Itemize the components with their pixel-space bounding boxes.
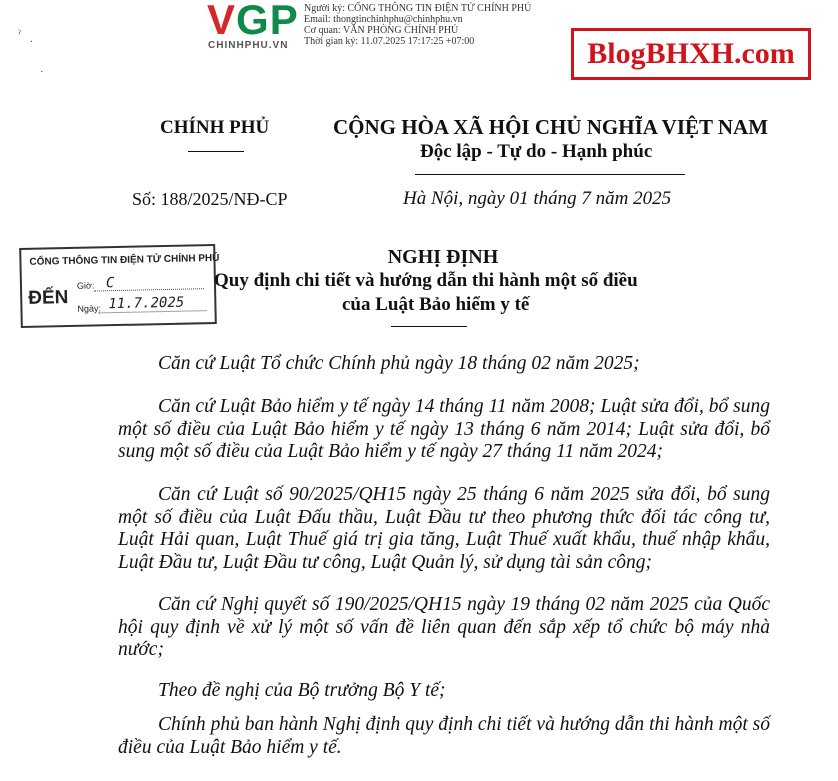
document-type: NGHỊ ĐỊNH [387,246,499,268]
stamp-den-label: ĐẾN [28,287,69,309]
vgp-logo-p: P [269,0,299,43]
preamble-text: Căn cứ Luật số 90/2025/QH15 ngày 25 tháng 6 năm 2025 sửa đổi, bổ sung một số điều của Luật Đấu thầu, Luật Đầu tư theo phương thức đối tác công tư, Luật Hải quan, Luật Thuế giá trị gia tăng, Luật Thuế xuất khẩu, thuế nhập khẩu, Luật Đầu tư, Luật Đầu tư công, Luật Quản lý, sử dụng tài sản công; [118,484,770,573]
vgp-logo-g: G [236,0,270,43]
preamble-text: Căn cứ Luật Tổ chức Chính phủ ngày 18 tháng 02 năm 2025; [158,353,640,374]
preamble-text: Theo đề nghị của Bộ trưởng Bộ Y tế; [158,680,446,701]
issuer-underline [188,151,244,152]
digital-signature-info [304,3,531,47]
republic-name: CỘNG HÒA XÃ HỘI CHỦ NGHĨA VIỆT NAM [333,115,769,139]
signature-agency: Cơ quan: VĂN PHÒNG CHÍNH PHỦ [304,25,459,36]
scan-speck: · [40,66,44,78]
motto-underline [415,174,685,175]
vgp-site: CHINHPHU.VN [208,40,289,51]
preamble-text: Căn cứ Nghị quyết số 190/2025/QH15 ngày 19 tháng 02 năm 2025 của Quốc hội quy định về xử lý một số vấn đề liên quan đến sắp xếp tổ chức bộ máy nhà nước; [118,594,770,660]
preamble-text: Căn cứ Luật Bảo hiểm y tế ngày 14 tháng 11 năm 2008; Luật sửa đổi, bổ sung một số điều của Luật Bảo hiểm y tế ngày 13 tháng 6 năm 2014; Luật sửa đổi, bổ sung một số điều của Luật Bảo hiểm y tế ngày 27 tháng 11 năm 2024; [118,396,770,462]
preamble-paragraph [118,353,770,376]
preamble-paragraph [118,396,770,464]
signature-signer: Người ký: CỔNG THÔNG TIN ĐIỆN TỬ CHÍNH PHỦ [304,3,532,14]
document-number: Số: 188/2025/NĐ-CP [132,189,288,209]
scan-speck: ˀ [18,28,21,40]
vgp-logo-v: V [207,0,237,43]
blog-watermark-badge: BlogBHXH.com [571,28,811,80]
signature-email: Email: thongtinchinhphu@chinhphu.vn [304,14,463,25]
preamble-paragraph [118,484,770,574]
preamble-paragraph [118,594,770,662]
scan-speck: . [30,33,33,45]
preamble-text: Chính phủ ban hành Nghị định quy định chi tiết và hướng dẫn thi hành một số điều của Luật Bảo hiểm y tế. [118,714,770,758]
document-title-line-1: Quy định chi tiết và hướng dẫn thi hành một số điều [214,270,638,291]
stamp-date-value: 11.7.2025 [108,294,185,313]
title-underline [391,326,467,327]
place-and-date: Hà Nội, ngày 01 tháng 7 năm 2025 [403,188,672,209]
stamp-date-label: Ngày: [77,303,102,314]
stamp-organization: CỔNG THÔNG TIN ĐIỆN TỬ CHÍNH PHỦ [29,252,220,268]
stamp-hour-value: C [105,275,115,292]
preamble-paragraph [118,680,770,703]
signature-time: Thời gian ký: 11.07.2025 17:17:25 +07:00 [304,36,475,47]
national-motto: Độc lập - Tự do - Hạnh phúc [420,141,653,162]
issuer-name: CHÍNH PHỦ [160,117,270,138]
stamp-hour-label: Giờ: [76,280,95,291]
vgp-logo [207,0,299,43]
preamble-paragraph [118,714,770,759]
document-title-line-2: của Luật Bảo hiểm y tế [342,294,530,315]
